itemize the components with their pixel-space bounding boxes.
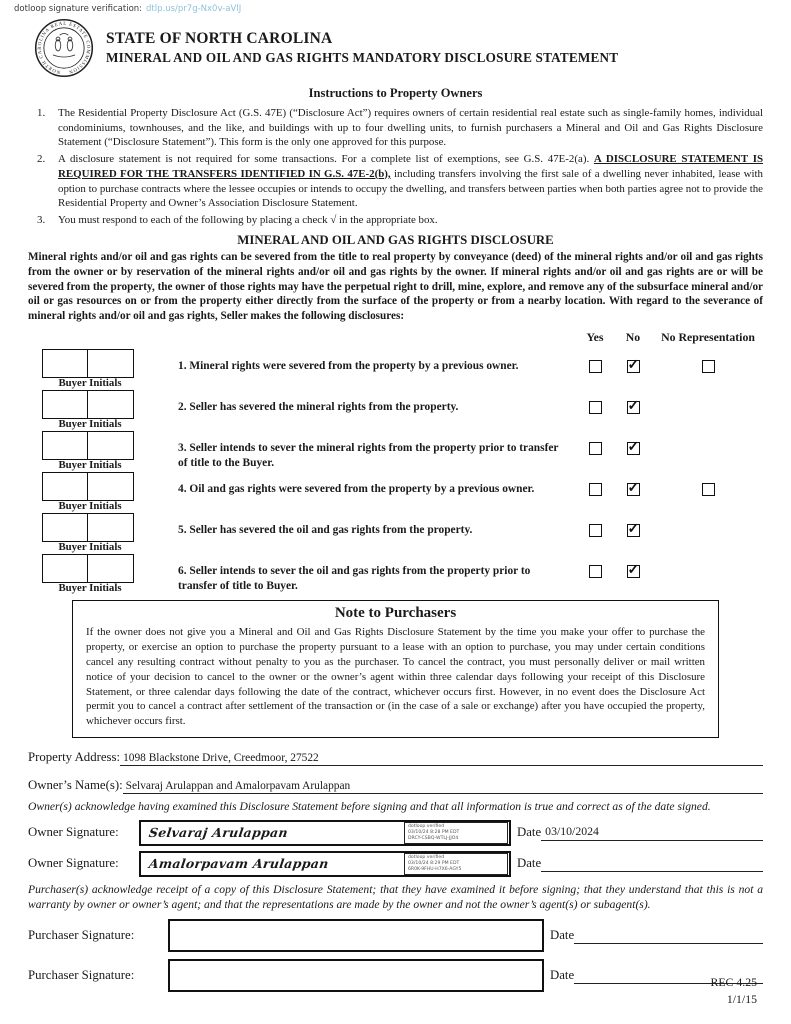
owner-signature-row-2: [28, 851, 763, 877]
note-body: If the owner does not give you a Mineral and Oil and Gas Rights Disclosure Statement by the time you make your offer to purchase the property, or exercise an option to purchase the property pursuant to a lease with an option to purchase, you may under certain conditions cancel any resulting contract without penalty to you as the purchaser. To cancel the contract, you must personally deliver or mail written notice of your decision to cancel to the owner or the owner’s agent within three calendar days following your receipt of this Disclosure Statement, or three calendar days following the date of the contract, whichever occurs first. However, in no event does the Disclosure Act permit you to cancel a contract after settlement of the transaction or (in the case of a sale or exchange) after you have occupied the property, whichever occurs first.: [86, 626, 705, 728]
owner-acknowledgment: Owner(s) acknowledge having examined this Disclosure Statement before signing and that all information is true and correct as of the date signed.: [28, 800, 711, 813]
column-no-representation: No Representation: [661, 330, 755, 345]
form-title: MINERAL AND OIL AND GAS RIGHTS MANDATORY DISCLOSURE STATEMENT: [106, 50, 619, 65]
owners-names-label: Owner’s Name(s):: [28, 778, 123, 792]
buyer-initials-label: Buyer Initials: [58, 541, 122, 554]
form-code: REC 4.25: [710, 974, 757, 989]
form-revision-date: 1/1/15: [726, 991, 757, 1006]
no-representation-checkbox[interactable]: [702, 483, 715, 496]
instruction-text: The Residential Property Disclosure Act (G.S. 47E) (“Disclosure Act”) requires owners of certain residential real estate such as single-family homes, individual condominiums, townhouses, and the like, and buildings with up to four dwelling units, to furnish purchasers a Mineral and Oil and Gas Rights Disclosure Statement (“Disclosure Statement”). This form is the only one approved for this purpose.: [58, 107, 763, 149]
date-label: Date: [517, 825, 542, 840]
disclosure-statement: 2. Seller has severed the mineral rights from the property.: [178, 401, 459, 414]
yes-checkbox[interactable]: [589, 401, 602, 414]
form-footer: [710, 974, 757, 1008]
disclosure-row-2: [28, 390, 763, 430]
yes-checkbox[interactable]: [589, 442, 602, 455]
instruction-number: 3.: [37, 214, 46, 227]
property-address-label: Property Address:: [28, 750, 121, 764]
verification-link[interactable]: dtlp.us/pr7g-Nx0v-aVlJ: [146, 4, 242, 14]
property-address-value[interactable]: 1098 Blackstone Drive, Creedmoor, 27522: [120, 752, 763, 766]
disclosure-statement: 5. Seller has severed the oil and gas rights from the property.: [178, 524, 473, 537]
no-checkbox[interactable]: [627, 524, 640, 537]
buyer-initials-box[interactable]: [42, 431, 89, 460]
buyer-initials-box[interactable]: [42, 513, 89, 542]
owner-signature-label: Owner Signature:: [28, 856, 119, 871]
verification-bar: [14, 4, 763, 14]
purchaser-acknowledgment: Purchaser(s) acknowledge receipt of a copy of this Disclosure Statement; that they have examined it before signing; that they understand that this is not a warranty by owner or owner’s agent; and that the representations are made by the owner and not the owner’s agent(s) or subagent(s).: [28, 882, 763, 911]
instruction-item-2: [28, 152, 763, 211]
instruction-number: 1.: [37, 107, 46, 119]
buyer-initials-box[interactable]: [87, 472, 134, 501]
buyer-initials-block: [42, 390, 138, 430]
note-title: Note to Purchasers: [334, 605, 457, 622]
buyer-initials-box[interactable]: [42, 349, 89, 378]
instruction-item-1: [28, 106, 763, 150]
no-checkbox[interactable]: [627, 565, 640, 578]
yes-checkbox[interactable]: [589, 483, 602, 496]
owner-signature-box-1[interactable]: [139, 820, 511, 846]
disclosure-table: [28, 330, 763, 594]
buyer-initials-box[interactable]: [87, 390, 134, 419]
disclosure-statement: 6. Seller intends to sever the oil and gas rights from the property prior to transfer of title to Buyer.: [178, 565, 531, 593]
yes-checkbox[interactable]: [589, 524, 602, 537]
instruction-item-3: [28, 213, 763, 228]
buyer-initials-box[interactable]: [87, 431, 134, 460]
buyer-initials-block: [42, 513, 138, 553]
buyer-initials-label: Buyer Initials: [58, 418, 122, 431]
purchaser-signature-row-2: [28, 959, 763, 992]
owners-names-value[interactable]: Selvaraj Arulappan and Amalorpavam Arulappan: [123, 780, 763, 794]
dotloop-verification-stamp: dotloop verified 03/10/24 8:29 PM EDT 6R0K-9FHU-H7X6-AGY5: [404, 853, 508, 875]
column-yes: Yes: [586, 330, 604, 345]
owner-signature-script: Selvaraj Arulappan: [147, 825, 290, 841]
date-label: Date: [550, 968, 575, 983]
buyer-initials-block: [42, 472, 138, 512]
buyer-initials-label: Buyer Initials: [58, 500, 122, 513]
buyer-initials-box[interactable]: [87, 349, 134, 378]
buyer-initials-label: Buyer Initials: [58, 377, 122, 390]
instruction-number: 2.: [37, 153, 46, 166]
disclosure-row-1: [28, 349, 763, 389]
nc-real-estate-commission-seal: [34, 18, 94, 78]
dotloop-verification-stamp: dotloop verified 03/10/24 8:28 PM EDT DRCY-CSBQ-WTLJ-JJO4: [404, 822, 508, 844]
disclosure-statement: 3. Seller intends to sever the mineral rights from the property prior to transfer of title to the Buyer.: [178, 442, 559, 470]
disclosure-statement: 4. Oil and gas rights were severed from the property by a previous owner.: [178, 483, 535, 496]
disclosure-heading: MINERAL AND OIL AND GAS RIGHTS DISCLOSURE: [237, 232, 554, 247]
no-checkbox[interactable]: [627, 360, 640, 373]
disclosure-row-6: [28, 554, 763, 594]
owner-signature-row-1: [28, 820, 763, 846]
owner-signature-script: Amalorpavam Arulappan: [147, 856, 330, 872]
svg-text:NORTH CAROLINA REAL ESTATE COM: NORTH CAROLINA REAL ESTATE COMMISSION: [37, 21, 91, 74]
instruction-text: A disclosure statement is not required for some transactions. For a complete list of exemptions, see G.S. 47E-2(a). A DISCLOSURE STATEMENT IS REQUIRED FOR THE TRANSFERS IDENTIFIED IN G.S. 47E-2(b), including transfers involving the first sale of a dwelling never inhabited, lease with option to purchase contracts where the lessee occupies or intends to occupy the dwelling, and transfers between parties when both parties agree not to provide the Residential Property and Owner’s Association Disclosure Statement.: [58, 153, 764, 210]
buyer-initials-block: [42, 554, 138, 594]
buyer-initials-label: Buyer Initials: [58, 582, 122, 595]
disclosure-row-5: [28, 513, 763, 553]
buyer-initials-label: Buyer Initials: [58, 459, 122, 472]
owners-names-row: [28, 778, 763, 794]
instruction-text: You must respond to each of the following by placing a check √ in the appropriate box.: [58, 214, 438, 227]
date-label: Date: [550, 928, 575, 943]
instructions-heading: Instructions to Property Owners: [308, 86, 483, 100]
disclosure-paragraph: Mineral rights and/or oil and gas rights can be severed from the title to real property by conveyance (deed) of the mineral rights and/or oil and gas rights from the owner or by reservation of the mineral rights and/or oil and gas rights by the owner. If mineral rights and/or oil and gas rights are or will be severed from the property, the owner of those rights may have the perpetual right to drill, mine, explore, and remove any of the subsurface mineral and/or oil or gas resources on or from the property either directly from the surface of the property or from a nearby location. With regard to the severance of mineral rights and/or oil and gas rights, Seller makes the following disclosures:: [28, 250, 763, 323]
buyer-initials-box[interactable]: [87, 554, 134, 583]
buyer-initials-box[interactable]: [87, 513, 134, 542]
disclosure-row-4: [28, 472, 763, 512]
note-to-purchasers-box: [72, 600, 719, 738]
disclosure-row-3: [28, 431, 763, 471]
purchaser-signature-row-1: [28, 919, 763, 952]
purchaser-signature-box-1[interactable]: [168, 919, 544, 952]
date-label: Date: [517, 856, 542, 871]
disclosure-table-header: [28, 330, 763, 345]
yes-checkbox[interactable]: [589, 360, 602, 373]
seal-figures: [53, 33, 75, 57]
no-checkbox[interactable]: [627, 442, 640, 455]
no-representation-checkbox[interactable]: [702, 360, 715, 373]
yes-checkbox[interactable]: [589, 565, 602, 578]
property-address-row: [28, 750, 763, 766]
no-checkbox[interactable]: [627, 483, 640, 496]
no-checkbox[interactable]: [627, 401, 640, 414]
owner-signature-box-2[interactable]: [139, 851, 511, 877]
buyer-initials-box[interactable]: [42, 554, 89, 583]
buyer-initials-block: [42, 431, 138, 471]
buyer-initials-box[interactable]: [42, 390, 89, 419]
purchaser-signature-label: Purchaser Signature:: [28, 968, 135, 983]
owner-signature-label: Owner Signature:: [28, 825, 119, 840]
purchaser-signature-box-2[interactable]: [168, 959, 544, 992]
column-no: No: [625, 330, 641, 345]
owner-signature-date-1[interactable]: 03/10/2024: [541, 824, 763, 841]
verification-label: dotloop signature verification:: [14, 4, 143, 14]
owner-signature-date-2[interactable]: [541, 856, 763, 872]
document-header: [34, 18, 763, 78]
state-title: STATE OF NORTH CAROLINA: [106, 30, 333, 47]
disclosure-statement: 1. Mineral rights were severed from the property by a previous owner.: [178, 360, 519, 373]
purchaser-signature-label: Purchaser Signature:: [28, 928, 135, 943]
buyer-initials-block: [42, 349, 138, 389]
buyer-initials-box[interactable]: [42, 472, 89, 501]
purchaser-signature-date-1[interactable]: [574, 928, 763, 944]
